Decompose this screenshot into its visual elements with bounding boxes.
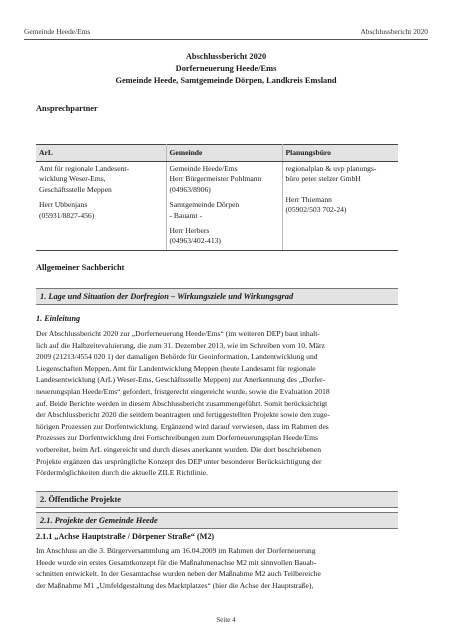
cell-line: (05902/503 702-24) bbox=[285, 205, 347, 215]
cell-line: büro peter stelzer GmbH bbox=[285, 174, 361, 184]
table-bottom-rule bbox=[36, 250, 398, 251]
text-line: 2009 (21213/4554 020 1) der damaligen Behörde für Geoinformation, Landentwicklung und bbox=[36, 352, 318, 362]
report-title: Abschlussbericht 2020 bbox=[185, 52, 267, 61]
text-line: vorbereitet, beim ArL eingereicht und durch dieses anerkannt wurden. Die dort beschriebenen bbox=[36, 444, 322, 454]
section-1-bar: 1. Lage und Situation der Dorfregion – Wirkungsziele und Wirkungsgrad bbox=[36, 288, 398, 305]
text-line: Heede wurde ein erstes Gesamtkonzept für die Maßnahmenachse M2 mit sinnvollen Bauab- bbox=[36, 557, 317, 567]
cell-line: regionalplan & uvp planungs- bbox=[285, 164, 377, 173]
cell-line: Gemeinde Heede/Ems bbox=[169, 164, 238, 173]
cell-line: Samtgemeinde Dörpen bbox=[169, 200, 240, 210]
cell-line: (04963/402-413) bbox=[169, 236, 221, 246]
general-report-heading: Allgemeiner Sachbericht bbox=[36, 263, 125, 272]
table-cell bbox=[166, 162, 282, 250]
column-header-gemeinde: Gemeinde bbox=[166, 145, 282, 162]
cell-line: Herr Bürgermeister Pohlmann bbox=[169, 174, 262, 184]
contacts-table bbox=[36, 144, 398, 251]
text-line: Der Abschlussbericht 2020 zur „Dorferneuerung Heede/Ems“ (im weiteren DEP) baut inhalt- bbox=[36, 329, 320, 338]
location-title: Gemeinde Heede, Samtgemeinde Dörpen, Landkreis Emsland bbox=[115, 76, 337, 85]
text-line: neuerungsplan Heede/Ems“ gefordert, fristgerecht eingereicht wurde, sowie die Evaluation 2018 bbox=[36, 386, 330, 396]
section-2-bar: 2. Öffentliche Projekte bbox=[36, 491, 398, 508]
cell-line: Herr Ubbenjans bbox=[39, 200, 88, 210]
table-cell bbox=[36, 162, 166, 250]
cell-line: (05931/8827-456) bbox=[39, 210, 95, 220]
table-cell bbox=[282, 162, 398, 250]
page-number: Seite 4 bbox=[216, 616, 236, 624]
section-1-body bbox=[36, 328, 398, 479]
text-line: Projekte ergänzen das ursprüngliche Konzept des DEP unter besonderer Berücksichtigung der bbox=[36, 456, 322, 466]
text-line: Landesentwicklung (ArL) Weser-Ems, Geschäftsstelle Meppen) zur Anerkennung des „Dorfer- bbox=[36, 375, 325, 385]
text-line: lich auf die Halbzeitevaluierung, die zum 31. Dezember 2013, wie im Schreiben vom 10. März bbox=[36, 340, 325, 350]
text-line: Im Anschluss an die 3. Bürgerversammlung am 16.04.2009 im Rahmen der Dorferneuerung bbox=[36, 546, 316, 555]
text-line: Fördermöglichkeiten durch die aktuelle ZILE Richtlinie. bbox=[36, 468, 209, 478]
text-line: auf. Beide Berichte werden in diesem Abschlussbericht zusammengeführt. Somit berücksichtigt bbox=[36, 398, 328, 408]
section-2-1-1-heading: 2.1.1 „Achse Hauptstraße / Dörpener Straße“ (M2) bbox=[36, 532, 215, 541]
project-title: Dorferneuerung Heede/Ems bbox=[175, 64, 277, 73]
contacts-heading: Ansprechpartner bbox=[36, 104, 98, 113]
section-2-1-bar: 2.1. Projekte der Gemeinde Heede bbox=[36, 512, 398, 529]
column-header-arl: ArL bbox=[36, 145, 166, 162]
table-header-row bbox=[36, 145, 398, 162]
table-row bbox=[36, 162, 398, 250]
text-line: schnitten entwickelt. In der Gesamtachse wurden neben der Maßnahme M2 auch Teilbereiche bbox=[36, 569, 321, 579]
header-rule bbox=[24, 39, 428, 40]
column-header-planungsbuero: Planungsbüro bbox=[282, 145, 398, 162]
running-header bbox=[24, 27, 428, 37]
text-line: der Abschlussbericht 2020 die seitdem beantragten und fertiggestellten Projekte sowie den zuge- bbox=[36, 410, 330, 420]
text-line: hörigen Prozessen zur Dorfentwicklung. Ergänzend wird darauf verwiesen, dass im Rahmen des bbox=[36, 421, 329, 431]
text-line: der Maßnahme M1 „Umfeldgestaltung des Marktplatzes“ (hier die Achse der Hauptstraße), bbox=[36, 580, 314, 590]
cell-line: Herr Herbers bbox=[169, 226, 210, 236]
header-right: Abschlussbericht 2020 bbox=[360, 27, 428, 36]
cell-line: (04963/8906) bbox=[169, 184, 211, 194]
cell-line: Herr Thiemann bbox=[285, 194, 332, 204]
section-1-subheading: 1. Einleitung bbox=[36, 314, 81, 323]
cell-line: wicklung Weser-Ems, bbox=[39, 174, 106, 184]
cell-line: - Bauamt - bbox=[169, 210, 202, 220]
text-line: Prozesses zur Dorfentwicklung drei Fortschreibungen zum Dorferneuerungsplan Heede/Ems bbox=[36, 433, 318, 443]
section-2-1-1-body bbox=[36, 545, 398, 591]
cell-line: Amt für regionale Landesent- bbox=[39, 164, 130, 173]
cell-line: Geschäftsstelle Meppen bbox=[39, 184, 112, 194]
text-line: Liegenschaften Meppen, Amt für Landentwicklung Meppen (heute Landesamt für regionale bbox=[36, 363, 316, 373]
header-left: Gemeinde Heede/Ems bbox=[24, 27, 91, 36]
